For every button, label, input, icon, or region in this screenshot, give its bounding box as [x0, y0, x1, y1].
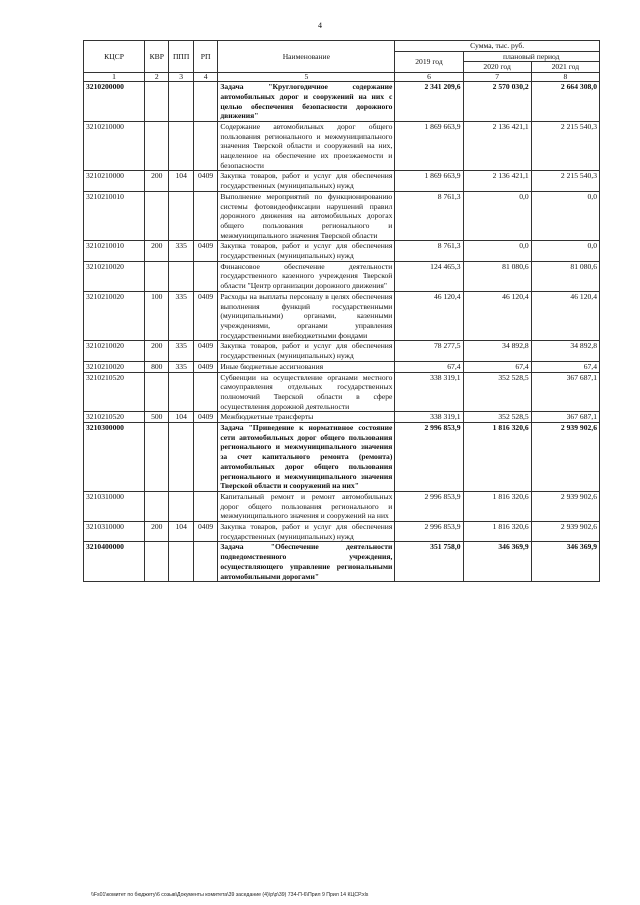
kvr-cell: 800 — [145, 361, 169, 372]
sum-2021-cell: 2 215 540,3 — [531, 171, 599, 191]
sum-2020-cell: 1 816 320,6 — [463, 491, 531, 521]
table-row — [84, 241, 600, 261]
kcsr-cell: 3210210020 — [84, 261, 145, 291]
sum-2020-cell: 0,0 — [463, 191, 531, 241]
ppp-cell: 104 — [169, 522, 193, 542]
kcsr-cell: 3210210020 — [84, 361, 145, 372]
sum-2021-cell: 46 120,4 — [531, 291, 599, 341]
table-row — [84, 82, 600, 122]
kvr-cell — [145, 121, 169, 171]
col-index: 4 — [193, 73, 217, 82]
table-row — [84, 372, 600, 412]
col-index: 3 — [169, 73, 193, 82]
rp-cell: 0409 — [193, 291, 217, 341]
col-index: 2 — [145, 73, 169, 82]
table-row — [84, 341, 600, 361]
name-cell: Закупка товаров, работ и услуг для обеспечения государственных (муниципальных) нужд — [218, 241, 395, 261]
header-2020: 2020 год — [463, 62, 531, 73]
rp-cell — [193, 82, 217, 122]
name-cell: Задача "Обеспечение деятельности подведомственного учреждения, осуществляющего управление региональными автомобильными дорогами" — [218, 542, 395, 582]
sum-2020-cell: 34 892,8 — [463, 341, 531, 361]
kvr-cell — [145, 423, 169, 492]
sum-2020-cell: 2 136 421,1 — [463, 171, 531, 191]
kcsr-cell: 3210200000 — [84, 82, 145, 122]
name-cell: Закупка товаров, работ и услуг для обеспечения государственных (муниципальных) нужд — [218, 171, 395, 191]
sum-2021-cell: 0,0 — [531, 241, 599, 261]
sum-2019-cell: 338 319,1 — [395, 372, 463, 412]
header-sum: Сумма, тыс. руб. — [395, 41, 600, 52]
ppp-cell: 335 — [169, 241, 193, 261]
kvr-cell: 200 — [145, 241, 169, 261]
sum-2021-cell: 2 939 902,6 — [531, 491, 599, 521]
kcsr-cell: 3210400000 — [84, 542, 145, 582]
page-number: 4 — [318, 21, 322, 30]
header-name: Наименование — [218, 41, 395, 73]
rp-cell — [193, 191, 217, 241]
sum-2020-cell: 2 136 421,1 — [463, 121, 531, 171]
kvr-cell — [145, 491, 169, 521]
sum-2020-cell: 2 570 030,2 — [463, 82, 531, 122]
table-row — [84, 423, 600, 492]
header-2021: 2021 год — [531, 62, 599, 73]
table-row — [84, 412, 600, 423]
kvr-cell — [145, 372, 169, 412]
sum-2019-cell: 1 869 663,9 — [395, 121, 463, 171]
rp-cell — [193, 372, 217, 412]
ppp-cell — [169, 261, 193, 291]
sum-2021-cell: 34 892,8 — [531, 341, 599, 361]
sum-2019-cell: 2 996 853,9 — [395, 423, 463, 492]
header-2019: 2019 год — [395, 51, 463, 72]
sum-2019-cell: 67,4 — [395, 361, 463, 372]
kvr-cell — [145, 191, 169, 241]
name-cell: Иные бюджетные ассигнования — [218, 361, 395, 372]
header-ppp: ППП — [169, 41, 193, 73]
sum-2020-cell: 1 816 320,6 — [463, 522, 531, 542]
column-index-row — [84, 73, 600, 82]
file-path-footer: \\Fs01\комитет по бюджету\6 созыв\Документы комитета\39 заседание (4)\р\р\39) 734-П-6\Прил 9 Прил 14 КЦСР.xls — [91, 892, 369, 898]
kcsr-cell: 3210210520 — [84, 372, 145, 412]
kcsr-cell: 3210210000 — [84, 171, 145, 191]
sum-2021-cell: 367 687,1 — [531, 412, 599, 423]
sum-2021-cell: 2 939 902,6 — [531, 522, 599, 542]
name-cell: Закупка товаров, работ и услуг для обеспечения государственных (муниципальных) нужд — [218, 522, 395, 542]
name-cell: Финансовое обеспечение деятельности государственного казенного учреждения Тверской области "Центр организации дорожного движения" — [218, 261, 395, 291]
kcsr-cell: 3210300000 — [84, 423, 145, 492]
sum-2020-cell: 81 080,6 — [463, 261, 531, 291]
sum-2019-cell: 2 996 853,9 — [395, 491, 463, 521]
table-row — [84, 522, 600, 542]
rp-cell — [193, 542, 217, 582]
ppp-cell — [169, 491, 193, 521]
kvr-cell — [145, 542, 169, 582]
kcsr-cell: 3210210000 — [84, 121, 145, 171]
rp-cell: 0409 — [193, 171, 217, 191]
rp-cell — [193, 423, 217, 492]
rp-cell — [193, 121, 217, 171]
ppp-cell: 335 — [169, 341, 193, 361]
sum-2021-cell: 2 664 308,0 — [531, 82, 599, 122]
ppp-cell: 104 — [169, 412, 193, 423]
header-kvr: КВР — [145, 41, 169, 73]
col-index: 6 — [395, 73, 463, 82]
name-cell: Задача "Круглогодичное содержание автомобильных дорог и сооружений на них с целью обеспечения безопасности дорожного движения" — [218, 82, 395, 122]
ppp-cell: 104 — [169, 171, 193, 191]
header-plan-period: плановый период — [463, 51, 599, 62]
sum-2020-cell: 67,4 — [463, 361, 531, 372]
col-index: 8 — [531, 73, 599, 82]
budget-table — [83, 40, 600, 582]
sum-2019-cell: 1 869 663,9 — [395, 171, 463, 191]
sum-2021-cell: 2 939 902,6 — [531, 423, 599, 492]
name-cell: Выполнение мероприятий по функционированию системы фотовидеофиксации нарушений правил дорожного движения на автомобильных дорогах общего пользования регионального и межмуниципального значения Тверской области — [218, 191, 395, 241]
col-index: 7 — [463, 73, 531, 82]
sum-2019-cell: 351 758,0 — [395, 542, 463, 582]
header-rp: РП — [193, 41, 217, 73]
rp-cell: 0409 — [193, 341, 217, 361]
kvr-cell: 500 — [145, 412, 169, 423]
rp-cell — [193, 491, 217, 521]
kvr-cell: 200 — [145, 341, 169, 361]
col-index: 5 — [218, 73, 395, 82]
sum-2019-cell: 2 996 853,9 — [395, 522, 463, 542]
kcsr-cell: 3210210020 — [84, 341, 145, 361]
kcsr-cell: 3210210010 — [84, 191, 145, 241]
sum-2019-cell: 2 341 209,6 — [395, 82, 463, 122]
sum-2021-cell: 0,0 — [531, 191, 599, 241]
table-row — [84, 361, 600, 372]
kvr-cell: 100 — [145, 291, 169, 341]
name-cell: Закупка товаров, работ и услуг для обеспечения государственных (муниципальных) нужд — [218, 341, 395, 361]
name-cell: Содержание автомобильных дорог общего пользования регионального и межмуниципального значения Тверской области и сооружений на них, нацеленное на обеспечение их проезжаемости и безопасности — [218, 121, 395, 171]
ppp-cell — [169, 423, 193, 492]
kvr-cell — [145, 82, 169, 122]
sum-2019-cell: 338 319,1 — [395, 412, 463, 423]
sum-2019-cell: 46 120,4 — [395, 291, 463, 341]
rp-cell: 0409 — [193, 412, 217, 423]
name-cell: Межбюджетные трансферты — [218, 412, 395, 423]
sum-2019-cell: 8 761,3 — [395, 241, 463, 261]
sum-2020-cell: 1 816 320,6 — [463, 423, 531, 492]
ppp-cell — [169, 82, 193, 122]
sum-2020-cell: 352 528,5 — [463, 372, 531, 412]
table-row — [84, 121, 600, 171]
sum-2020-cell: 346 369,9 — [463, 542, 531, 582]
ppp-cell — [169, 542, 193, 582]
kcsr-cell: 3210210010 — [84, 241, 145, 261]
kvr-cell: 200 — [145, 522, 169, 542]
rp-cell: 0409 — [193, 361, 217, 372]
ppp-cell: 335 — [169, 291, 193, 341]
sum-2020-cell: 0,0 — [463, 241, 531, 261]
ppp-cell: 335 — [169, 361, 193, 372]
name-cell: Задача "Приведение к нормативное состояние сети автомобильных дорог общего пользования регионального и межмуниципального значения за счет капитального ремонта (ремонта) автомобильных дорог общего пользования регионального и межмуниципального значения Тверской области и сооружений на них" — [218, 423, 395, 492]
sum-2019-cell: 78 277,5 — [395, 341, 463, 361]
sum-2020-cell: 46 120,4 — [463, 291, 531, 341]
name-cell: Капитальный ремонт и ремонт автомобильных дорог общего пользования регионального и межмуниципального значения и сооружений на них — [218, 491, 395, 521]
sum-2020-cell: 352 528,5 — [463, 412, 531, 423]
name-cell: Расходы на выплаты персоналу в целях обеспечения выполнения функций государственными (муниципальными) органами, казенными учреждениями, органами управления государственными внебюджетными фондами — [218, 291, 395, 341]
sum-2021-cell: 2 215 540,3 — [531, 121, 599, 171]
sum-2021-cell: 81 080,6 — [531, 261, 599, 291]
table-row — [84, 542, 600, 582]
ppp-cell — [169, 121, 193, 171]
kcsr-cell: 3210310000 — [84, 522, 145, 542]
kcsr-cell: 3210310000 — [84, 491, 145, 521]
rp-cell — [193, 261, 217, 291]
table-row — [84, 171, 600, 191]
rp-cell: 0409 — [193, 241, 217, 261]
kvr-cell: 200 — [145, 171, 169, 191]
table-row — [84, 261, 600, 291]
header-kcsr: КЦСР — [84, 41, 145, 73]
kvr-cell — [145, 261, 169, 291]
sum-2021-cell: 367 687,1 — [531, 372, 599, 412]
ppp-cell — [169, 372, 193, 412]
kcsr-cell: 3210210520 — [84, 412, 145, 423]
kcsr-cell: 3210210020 — [84, 291, 145, 341]
sum-2021-cell: 67,4 — [531, 361, 599, 372]
sum-2021-cell: 346 369,9 — [531, 542, 599, 582]
table-row — [84, 191, 600, 241]
col-index: 1 — [84, 73, 145, 82]
sum-2019-cell: 124 465,3 — [395, 261, 463, 291]
table-row — [84, 291, 600, 341]
name-cell: Субвенции на осуществление органами местного самоуправления отдельных государственных полномочий Тверской области в сфере осуществления дорожной деятельности — [218, 372, 395, 412]
rp-cell: 0409 — [193, 522, 217, 542]
table-row — [84, 491, 600, 521]
ppp-cell — [169, 191, 193, 241]
sum-2019-cell: 8 761,3 — [395, 191, 463, 241]
